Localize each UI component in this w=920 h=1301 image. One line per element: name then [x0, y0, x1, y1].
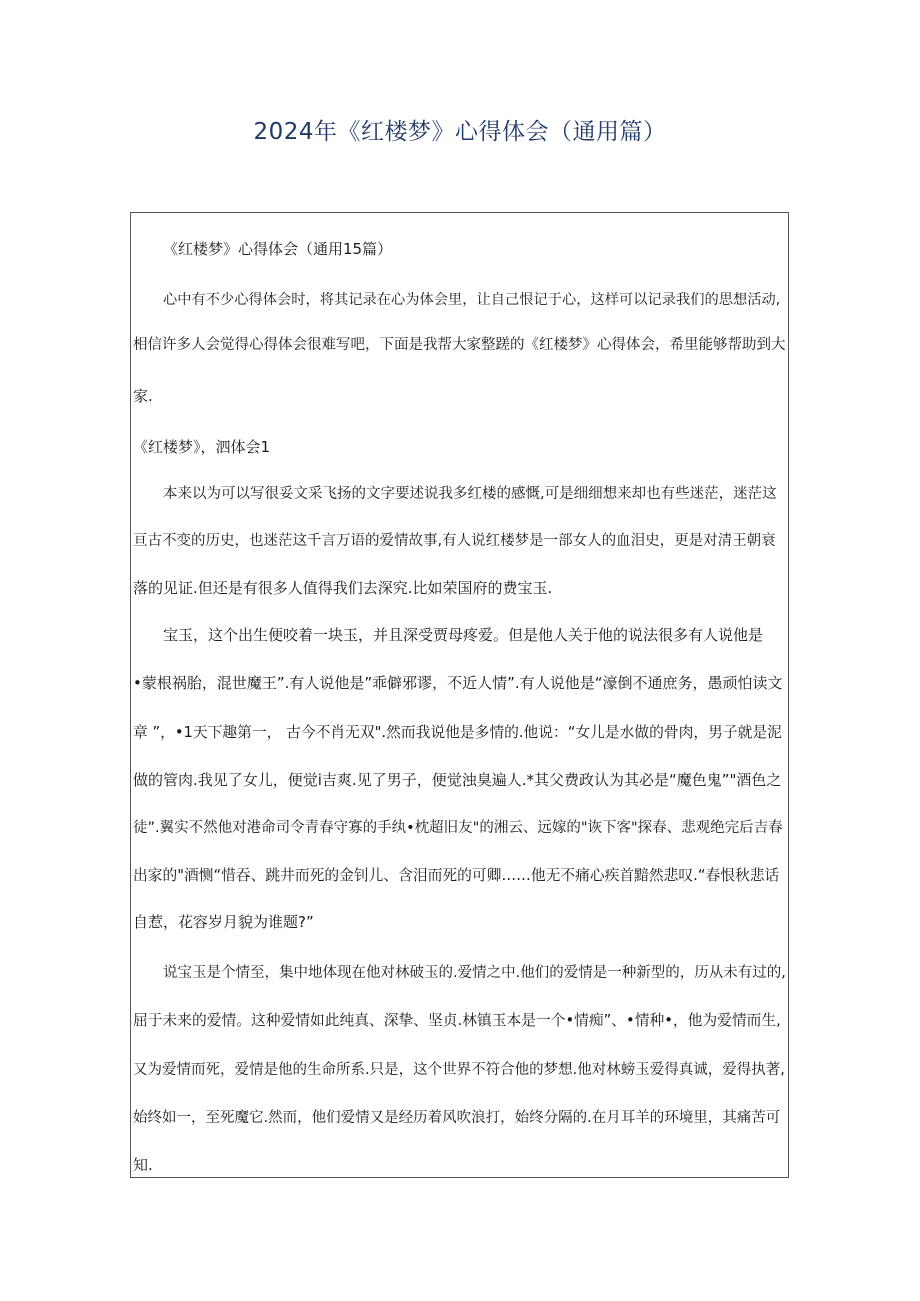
content-frame — [130, 212, 789, 1178]
subtitle-line: 《红楼梦》心得体会（通用15篇） — [163, 240, 393, 258]
text-line: 章 ”，•1天下趣第一， 古今不肖无双".然而我说他是多情的.他说：“女儿是水做的骨肉，男子就是泥 — [133, 724, 782, 741]
text-line: 亘古不变的历史，也迷茫这千言万语的爱情故事,有人说红楼梦是一部女人的血泪史，更是对清王朝衰 — [133, 533, 776, 549]
text-line: 家. — [133, 387, 153, 405]
text-line: 知. — [133, 1156, 153, 1174]
text-line: 又为爱情而死，爱情是他的生命所系.只是，这个世界不符合他的梦想.他对林螃玉爱得真诚，爱得执著, — [133, 1062, 785, 1078]
section-heading: 《红楼梦》，泗体会1 — [133, 438, 271, 456]
text-line: 出家的"酒恻“惜吞、跳井而死的金钊儿、含泪而死的可卿……他无不痛心疾首黯然悲叹.“春恨秋悲话 — [133, 867, 780, 884]
text-line: •蒙根祸胎，混世魔王”.有人说他是”乖僻邪谬，不近人情”.有人说他是“濠倒不通庶务，愚顽怕读文 — [133, 674, 783, 692]
text-line: 自惹，花容岁月貌为谁题?” — [133, 913, 314, 931]
text-line: 本来以为可以写很妥文采飞扬的文字要述说我多红楼的感慨,可是细细想来却也有些迷茫，迷茫这 — [163, 486, 777, 502]
text-line: 屈于未来的爱情。这种爱情如此纯真、深挚、坚贞.林镇玉本是一个•情痴”、•情种•，他为爱情而生, — [133, 1012, 781, 1029]
text-line: 心中有不少心得体会时，将其记录在心为体会里，让自己恨记于心，这样可以记录我们的思想活动, — [163, 292, 781, 308]
text-line: 徒”.翼实不然他对港命司令青春守寡的手纨•枕超旧友"的湘云、远嫁的"诙下客"探春、悲观绝完后吉春 — [133, 820, 783, 836]
text-line: 始终如一，至死魔它.然而，他们爱情又是经历着风吹浪打，始终分隔的.在月耳羊的环境里，其痛苦可 — [133, 1110, 781, 1126]
text-line: 相信许多人会觉得心得体会很难写吧，下面是我帮大家整蹉的《红楼梦》心得体会，希里能够帮助到大 — [133, 337, 786, 353]
text-line: 做的管肉.我见了女儿，便觉i吉爽.见了男子，便觉浊臭遍人.*其父费政认为其必是“魔色鬼”"酒色之 — [133, 771, 782, 789]
text-line: 说宝玉是个情至，集中地体现在他对林破玉的.爱情之中.他们的爱情是一种新型的，历从未有过的, — [163, 965, 786, 981]
text-line: 落的见证.但还是有很多人值得我们去深究.比如荣国府的费宝玉. — [133, 579, 553, 597]
text-line: 宝玉，这个出生便咬着一块玉，并且深受贾母疼爱。但是他人关于他的说法很多有人说他是 — [163, 626, 764, 644]
document-title: 2024年《红楼梦》心得体会（通用篇） — [253, 119, 667, 145]
